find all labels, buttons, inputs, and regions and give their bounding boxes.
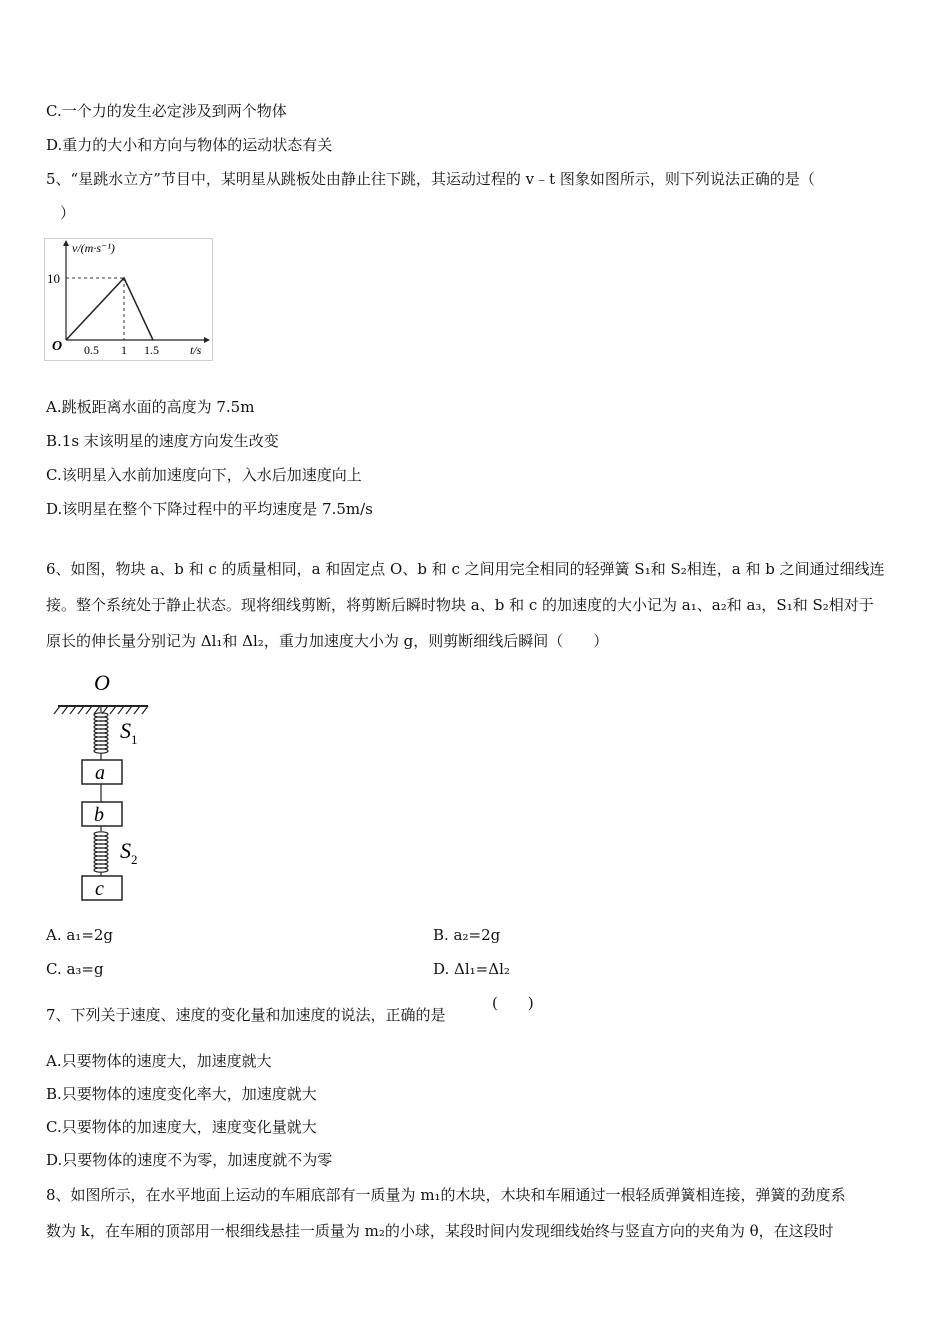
q6-spring-s1 [94,706,108,760]
q5-graph-xtick-05: 0.5 [84,343,99,357]
q5-graph-xtick-1: 1 [121,343,127,357]
q5-vt-graph [44,238,214,362]
q6-spring-figure [50,666,170,906]
q5-option-a: A.跳板距离水面的高度为 7.5m [46,398,255,416]
q5-option-d: D.该明星在整个下降过程中的平均速度是 7.5m/s [46,500,373,518]
q4-option-c: C.一个力的发生必定涉及到两个物体 [46,102,287,120]
q6-fig-s2-label: $S_2$ [120,838,138,867]
q8-stem-line2: 数为 k，在车厢的顶部用一根细线悬挂一质量为 m₂的小球，某段时间内发现细线始终与竖直方向的夹角为 θ，在这段时 [46,1222,834,1240]
q5-graph-xtick-15: 1.5 [144,343,159,357]
q6-fig-s1-label: $S_1$ [120,718,138,747]
q5-stem-line2: ） [60,204,76,222]
q7-stem: 7、下列关于速度、速度的变化量和加速度的说法，正确的是 [46,1006,446,1024]
q6-stem-line2: 接。整个系统处于静止状态。现将细线剪断，将剪断后瞬时物块 a、b 和 c 的加速度的大小记为 a₁、a₂和 a₃，S₁和 S₂相对于 [46,596,874,614]
q6-fig-block-c: c [95,878,104,900]
q6-fig-block-a: a [95,762,105,784]
q7-option-b: B.只要物体的速度变化率大，加速度就大 [46,1085,317,1103]
q6-stem-line3: 原长的伸长量分别记为 Δl₁和 Δl₂，重力加速度大小为 g，则剪断细线后瞬间（ ） [46,632,609,650]
q6-fig-block-b: b [94,804,104,826]
q7-option-a: A.只要物体的速度大，加速度就大 [46,1052,272,1070]
q4-option-d: D.重力的大小和方向与物体的运动状态有关 [46,136,333,154]
q7-option-d: D.只要物体的速度不为零，加速度就不为零 [46,1151,333,1169]
q6-option-d: D. Δl₁=Δl₂ [433,960,510,978]
q6-option-c: C. a₃=g [46,960,104,978]
q8-stem-line1: 8、如图所示，在水平地面上运动的车厢底部有一质量为 m₁的木块，木块和车厢通过一根轻质弹簧相连接，弹簧的劲度系 [46,1186,846,1204]
q5-stem-line1: 5、“星跳水立方”节目中，某明星从跳板处由静止往下跳，其运动过程的 v﹣t 图象如图所示，则下列说法正确的是（ [46,170,815,188]
q6-option-a: A. a₁=2g [46,926,114,944]
q7-answer-paren: ( ) [492,994,534,1012]
q5-option-c: C.该明星入水前加速度向下，入水后加速度向上 [46,466,362,484]
q6-fig-point-o: O [94,670,110,695]
q5-option-b: B.1s 末该明星的速度方向发生改变 [46,432,279,450]
q5-graph-ytick: 10 [47,271,60,286]
q5-graph-ylabel: v/(m·s⁻¹) [72,241,115,255]
q6-option-b: B. a₂=2g [433,926,501,944]
q7-option-c: C.只要物体的加速度大，速度变化量就大 [46,1118,317,1136]
q5-graph-origin: O [52,339,63,354]
q5-graph-xlabel: t/s [190,343,202,357]
q6-stem-line1: 6、如图，物块 a、b 和 c 的质量相同，a 和固定点 O、b 和 c 之间用完全相同的轻弹簧 S₁和 S₂相连，a 和 b 之间通过细线连 [46,560,885,578]
q6-spring-s2 [94,826,108,876]
